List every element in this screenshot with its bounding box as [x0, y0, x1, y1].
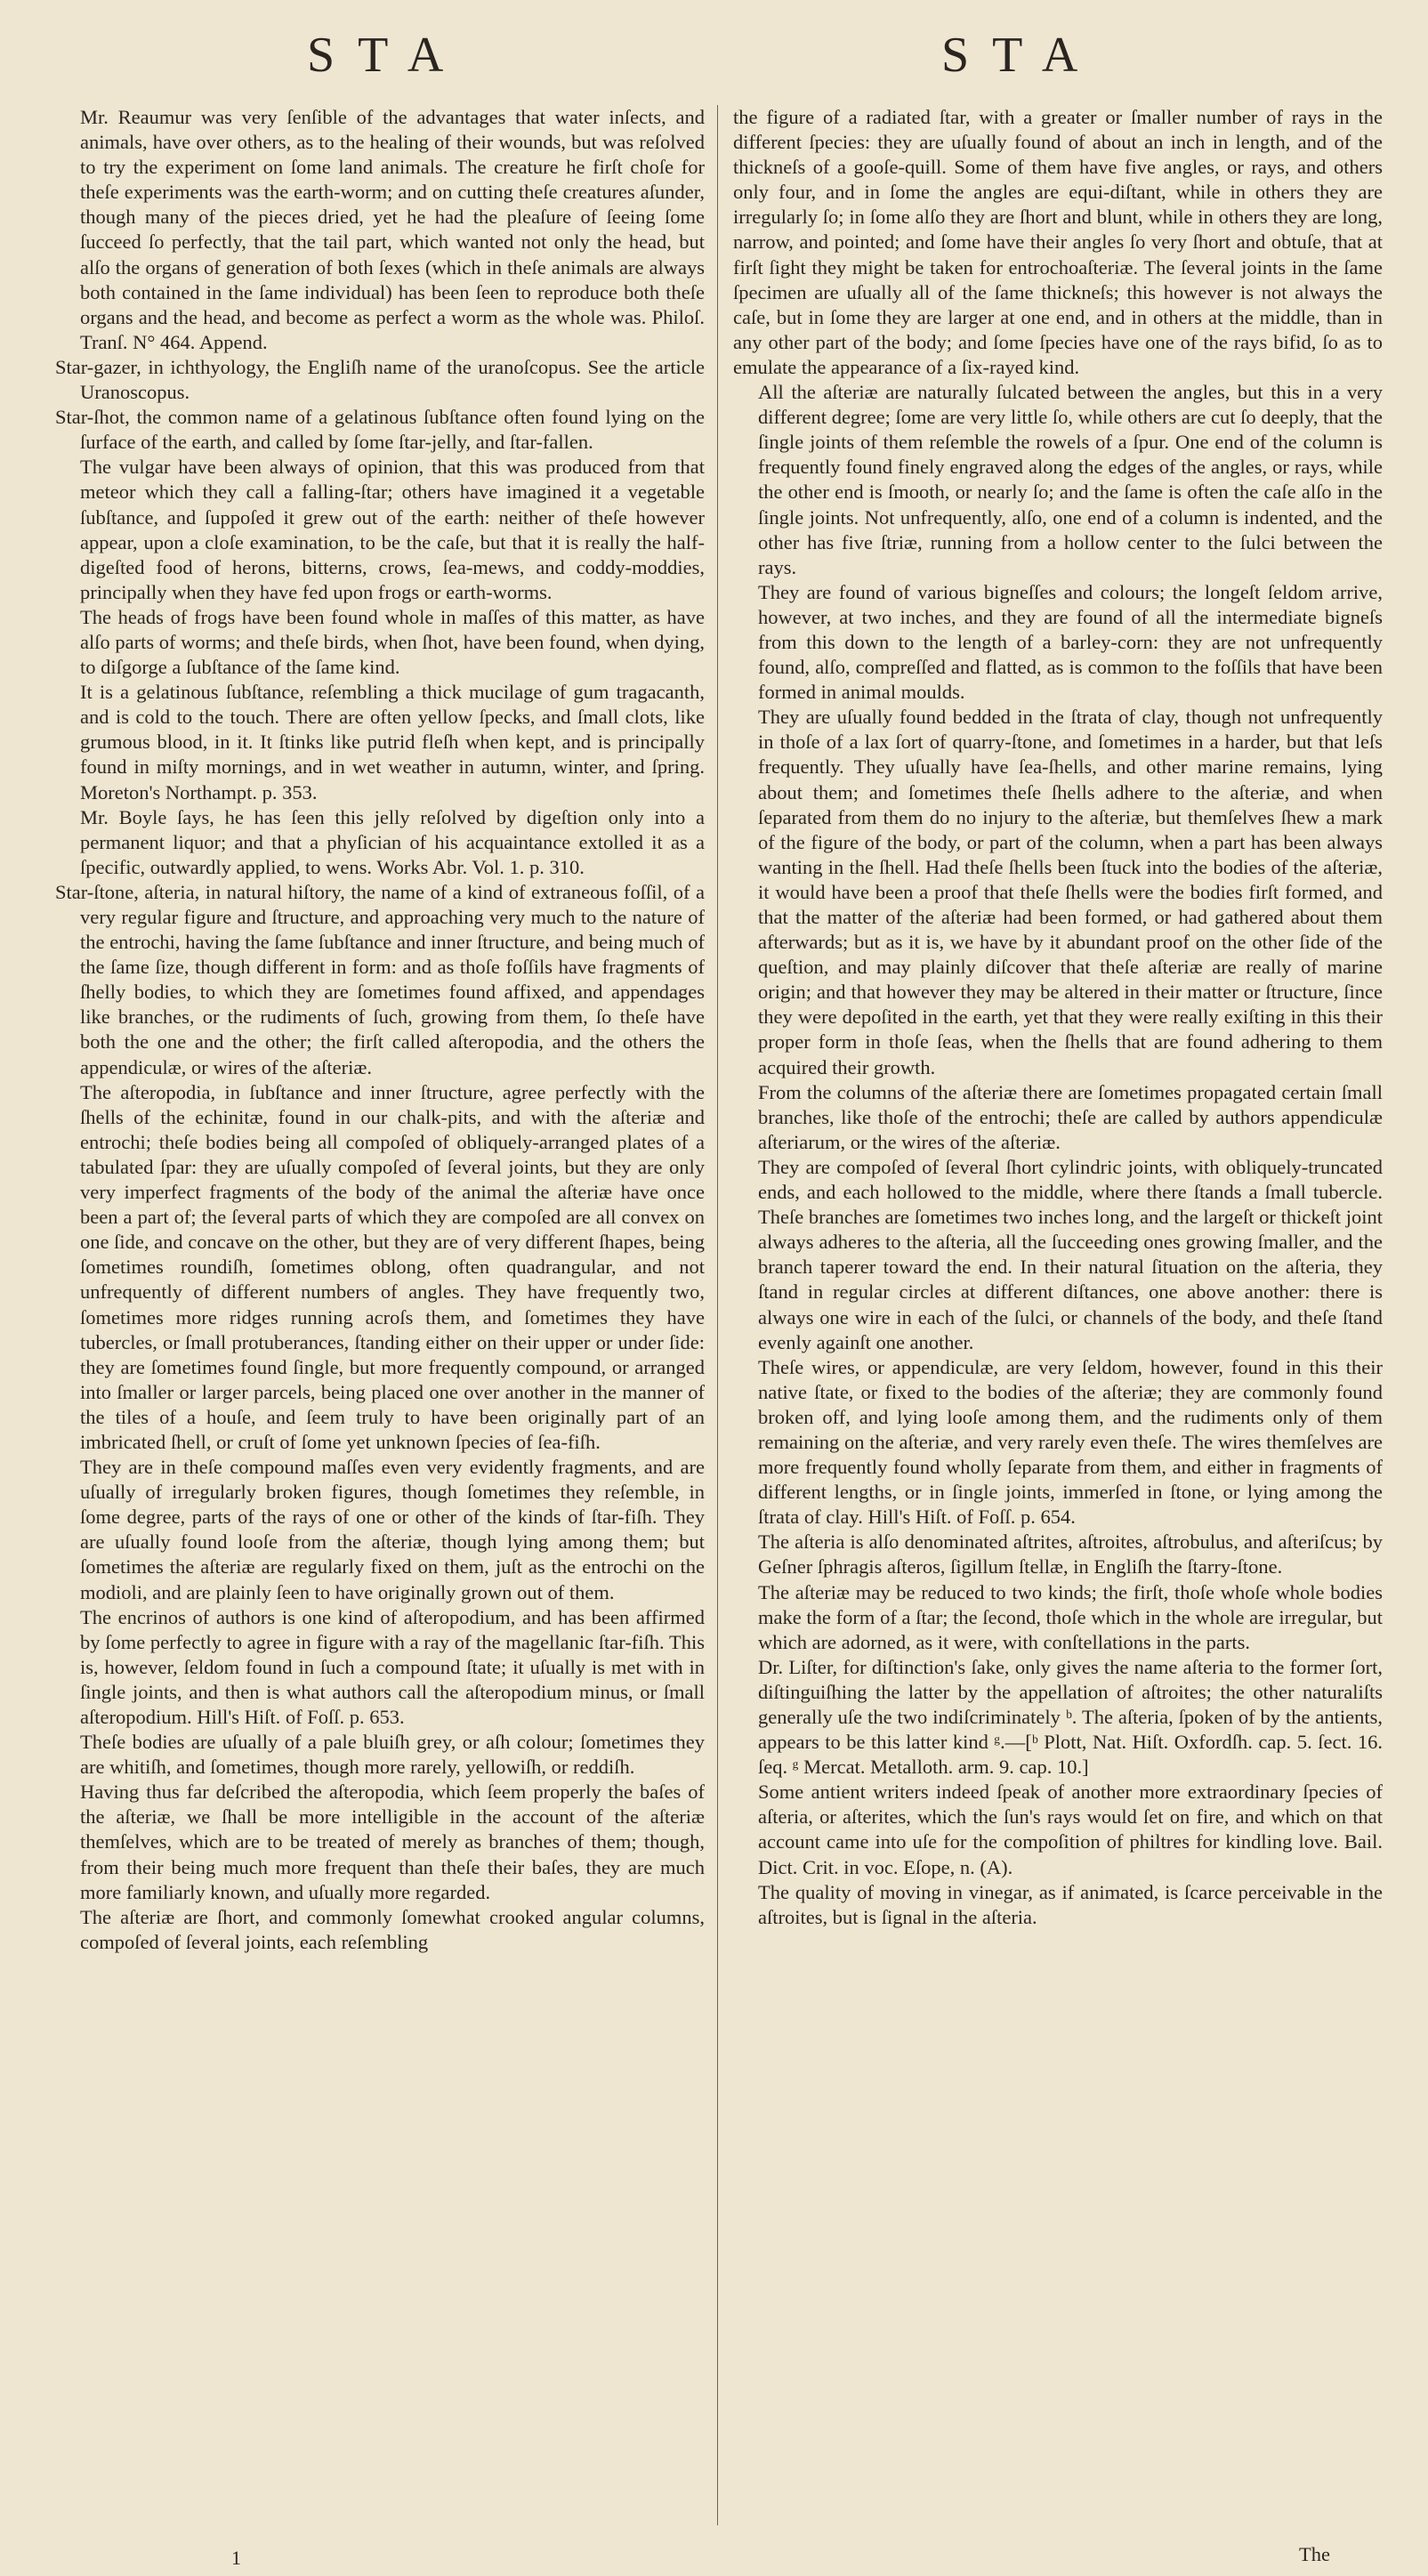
- running-header: [0, 27, 1428, 89]
- left-column: [55, 105, 705, 1955]
- column-divider: [717, 105, 718, 2525]
- paragraph: The vulgar have been always of opinion, that this was produced from that meteor which they call a falling-ſtar; others have imagined it a vegetable ſubſtance, and ſuppoſed it grew out of the earth: neither of theſe however appear, upon a cloſe examination, to be the caſe, but that it is really the half-digeſted food of herons, bitterns, crows, ſea-mews, and coddy-moddies, principally when they have fed upon frogs or earth-worms.: [80, 456, 705, 603]
- paragraph: The heads of frogs have been found whole in maſſes of this matter, as have alſo parts of worms; and theſe birds, when ſhot, have been found, when dying, to diſgorge a ſubſtance of the ſame kind.: [80, 605, 705, 679]
- paragraph: Having thus far deſcribed the aſteropodia, which ſeem properly the baſes of the aſteriæ, we ſhall be more intelligible in the account of the aſteriæ themſelves, which are to be treated of merely as branches of them; though, from their being much more frequent than theſe their baſes, they are much more familiarly known, and uſually more regarded.: [80, 1781, 705, 1903]
- paragraph: They are found of various bigneſſes and colours; the longeſt ſeldom arrive, however, at two inches, and they are found of all the intermediate bigneſs from this down to the length of a barley-corn: they are not unfrequently found, alſo, compreſſed and flatted, as is common to the foſſils that have been formed in animal moulds.: [758, 580, 1383, 704]
- signature-mark: 1: [231, 2547, 241, 2569]
- header-right: STA: [941, 28, 1101, 83]
- paragraph: The aſteria is alſo denominated aſtrites, aſtroites, aſtrobulus, and aſteriſcus; by Geſner ſphragis aſteros, ſigillum ſtellæ, in Engliſh the ſtarry-ſtone.: [758, 1530, 1383, 1579]
- paragraph: They are in theſe compound maſſes even very evidently fragments, and are uſually of irregularly broken figures, though ſometimes they reſemble, in ſome degree, parts of the rays of one or other of the kinds of ſtar-fiſh. They are uſually found looſe from the aſteriæ, though lying among them; but ſometimes the aſteriæ are regularly fixed on them, juſt as the entrochi on the modioli, and are plainly ſeen to have originally grown out of them.: [80, 1456, 705, 1603]
- paragraph: Mr. Reaumur was very ſenſible of the advantages that water inſects, and animals, have over others, as to the healing of their wounds, but was reſolved to try the experiment on ſome land animals. The creature he firſt choſe for theſe experiments was the earth-worm; and on cutting theſe creatures aſunder, though many of the pieces dried, yet he had the pleaſure of ſeeing ſome ſucceed ſo perfectly, that the tail part, which wanted not only the head, but alſo the organs of generation of both ſexes (which in theſe animals are always both contained in the ſame individual) has been ſeen to reproduce both theſe organs and the head, and become as perfect a worm as the whole was. Philoſ. Tranſ. N° 464. Append.: [80, 106, 705, 353]
- catchword: The: [1299, 2543, 1330, 2565]
- paragraph: They are compoſed of ſeveral ſhort cylindric joints, with obliquely-truncated ends, and each hollowed to the middle, where there ſtands a ſmall tubercle. Theſe branches are ſometimes two inches long, and the largeſt or thickeſt joint always adheres to the aſteria, all the ſucceeding ones growing ſmaller, and the branch taperer toward the end. In their natural ſituation on the aſteria, they ſtand in regular circles at different diſtances, one above another: there is always one wire in each of the ſulci, or channels of the body, and theſe ſtand evenly againſt one another.: [758, 1155, 1383, 1353]
- paragraph: Theſe wires, or appendiculæ, are very ſeldom, however, found in this their native ſtate, or fixed to the bodies of the aſteriæ; they are commonly found broken off, and lying looſe among them, and the rudiments only of them remaining on the aſteriæ, and very rarely even theſe. The wires themſelves are more frequently found wholly ſeparate from them, and either in fragments of different lengths, or in ſingle joints, immerſed in ſtone, or lying among the ſtrata of clay. Hill's Hiſt. of Foſſ. p. 654.: [758, 1355, 1383, 1529]
- paragraph: Star-ſhot, the common name of a gelatinous ſubſtance often found lying on the ſurface of the earth, and called by ſome ſtar-jelly, and ſtar-fallen.: [55, 406, 705, 454]
- paragraph: All the aſteriæ are naturally ſulcated between the angles, but this in a very different degree; ſome are very little ſo, while others are cut ſo deeply, that the ſingle joints of them reſemble the rowels of a ſpur. One end of the column is frequently found finely engraved along the edges of the angles, or rays, while the other end is ſmooth, or nearly ſo; and the ſame is often the caſe alſo in the ſingle joints. Not unfrequently, alſo, one end of a column is indented, and the other has five ſtriæ, running from a hollow center to the ſulci between the rays.: [758, 381, 1383, 578]
- paragraph: The encrinos of authors is one kind of aſteropodium, and has been affirmed by ſome perfectly to agree in figure with a ray of the magellanic ſtar-fiſh. This is, however, ſeldom found in ſuch a compound ſtate; it uſually is met with in ſingle joints, and then is what authors call the aſteropodium minus, or ſmall aſteropodium. Hill's Hiſt. of Foſſ. p. 653.: [80, 1605, 705, 1728]
- paragraph: Some antient writers indeed ſpeak of another more extraordinary ſpecies of aſteria, or aſterites, which the ſun's rays would ſet on fire, and which on that account came into uſe for the compoſition of philtres for kindling love. Bail. Dict. Crit. in voc. Eſope, n. (A).: [758, 1781, 1383, 1878]
- paragraph: It is a gelatinous ſubſtance, reſembling a thick mucilage of gum tragacanth, and is cold to the touch. There are often yellow ſpecks, and ſmall clots, like grumous blood, in it. It ſtinks like putrid fleſh when kept, and is principally found in miſty mornings, and in wet weather in autumn, winter, and ſpring. Moreton's Northampt. p. 353.: [80, 681, 705, 803]
- paragraph: Theſe bodies are uſually of a pale bluiſh grey, or aſh colour; ſometimes they are whitiſh, and ſometimes, though more rarely, yellowiſh, or reddiſh.: [80, 1731, 705, 1779]
- paragraph: Dr. Liſter, for diſtinction's ſake, only gives the name aſteria to the former ſort, diſtinguiſhing the latter by the appellation of aſtroites; the other naturaliſts generally uſe the two indiſcriminately ᵇ. The aſteria, ſpoken of by the antients, appears to be this latter kind ᵍ.—[ᵇ Plott, Nat. Hiſt. Oxfordſh. cap. 5. ſect. 16. ſeq. ᵍ Mercat. Metalloth. arm. 9. cap. 10.]: [758, 1655, 1383, 1779]
- right-column: [733, 105, 1383, 1930]
- paragraph: Star-ſtone, aſteria, in natural hiſtory, the name of a kind of extraneous foſſil, of a very regular figure and ſtructure, and approaching very much to the nature of the entrochi, having the ſame ſubſtance and inner ſtructure, and being much of the ſame ſize, though different in form: and as thoſe foſſils have fragments of ſhelly bodies, to which they are ſometimes found affixed, and appendages like branches, or the rudiments of ſuch, growing from them, ſo theſe have both the one and the other; the firſt called aſteropodia, and the others the appendiculæ, or wires of the aſteriæ.: [55, 880, 705, 1078]
- paragraph: They are uſually found bedded in the ſtrata of clay, though not unfrequently in thoſe of a lax ſort of quarry-ſtone, and ſometimes in a harder, but that leſs frequently. They uſually have ſea-ſhells, and other marine remains, lying about them; and ſometimes theſe ſhells adhere to the aſteriæ, and when ſeparated from them do no injury to the aſteriæ, but themſelves ſhew a mark of the figure of the body, or part of the column, when a part has been always wanting in the ſhell. Had theſe ſhells been ſtuck into the bodies of the aſteriæ, it would have been a proof that theſe ſhells were the bodies firſt formed, and that the matter of the aſteriæ had been formed, or had gathered about them afterwards; but as it is, we have by it abundant proof on the other ſide of the queſtion, and may plainly diſcover that theſe aſteriæ are really of marine origin; and that however they may be altered in their matter or ſtructure, ſince they were depoſited in the earth, yet that they were really exiſting in this their proper form in thoſe ſeas, when the ſhells that are found adhering to them acquired their growth.: [758, 706, 1383, 1078]
- paragraph: From the columns of the aſteriæ there are ſometimes propagated certain ſmall branches, like thoſe of the entrochi; theſe are called by authors appendiculæ aſteriarum, or the wires of the aſteriæ.: [758, 1080, 1383, 1153]
- paragraph: The quality of moving in vinegar, as if animated, is ſcarce perceivable in the aſtroites, but is ſignal in the aſteria.: [758, 1880, 1383, 1928]
- paragraph: Star-gazer, in ichthyology, the Engliſh name of the uranoſcopus. See the article Uranoscopus.: [55, 355, 705, 404]
- paragraph: The aſteriæ are ſhort, and commonly ſomewhat crooked angular columns, compoſed of ſeveral joints, each reſembling: [80, 1905, 705, 1953]
- header-left: STA: [307, 28, 467, 83]
- paragraph: The aſteropodia, in ſubſtance and inner ſtructure, agree perfectly with the ſhells of the echinitæ, found in our chalk-pits, and with the aſteriæ and entrochi; theſe bodies being all compoſed of obliquely-arranged plates of a tabulated ſpar: they are uſually compoſed of ſeveral joints, but they are only very imperfect fragments of the body of the animal the aſteriæ have once been a part of; the ſeveral parts of which they are compoſed are all convex on one ſide, and concave on the other, but they are of very different ſhapes, being ſometimes roundiſh, ſometimes oblong, often quadrangular, and not unfrequently of different numbers of angles. They have frequently two, ſometimes more ridges running acroſs them, and ſometimes they have tubercles, or ſmall protuberances, ſtanding either on their upper or under ſide: they are ſometimes found ſingle, but more frequently compound, or arranged into ſmaller or larger parcels, being placed one over another in the manner of the tiles of a houſe, and ſeem truly to have been originally part of an imbricated ſhell, or cruſt of ſome yet unknown ſpecies of ſea-fiſh.: [80, 1080, 705, 1453]
- paragraph: Mr. Boyle ſays, he has ſeen this jelly reſolved by digeſtion only into a permanent liquor; and that a phyſician of his acquaintance extolled it as a ſpecific, outwardly applied, to wens. Works Abr. Vol. 1. p. 310.: [80, 805, 705, 878]
- paragraph: The aſteriæ may be reduced to two kinds; the firſt, thoſe whoſe whole bodies make the form of a ſtar; the ſecond, thoſe which in the whole are irregular, but which are adorned, as it were, with conſtellations in the parts.: [758, 1580, 1383, 1653]
- paragraph: the figure of a radiated ſtar, with a greater or ſmaller number of rays in the different ſpecies: they are uſually found of about an inch in length, and of the thickneſs of a gooſe-quill. Some of them have five angles, or rays, and others only four, and in ſome the angles are equi-diſtant, while in others they are irregularly ſo; in ſome alſo they are ſhort and blunt, while in others they are long, narrow, and pointed; and ſome have their angles ſo very ſhort and obtuſe, that at firſt ſight they might be taken for entrochoaſteriæ. The ſeveral joints in the ſame ſpecimen are uſually all of the ſame thickneſs; this however is not always the caſe, but in ſome they are larger at one end, and in others at the middle, than in any other part of the body; and ſome ſpecies have one of the rays bifid, ſo as to emulate the appearance of a ſix-rayed kind.: [733, 106, 1383, 378]
